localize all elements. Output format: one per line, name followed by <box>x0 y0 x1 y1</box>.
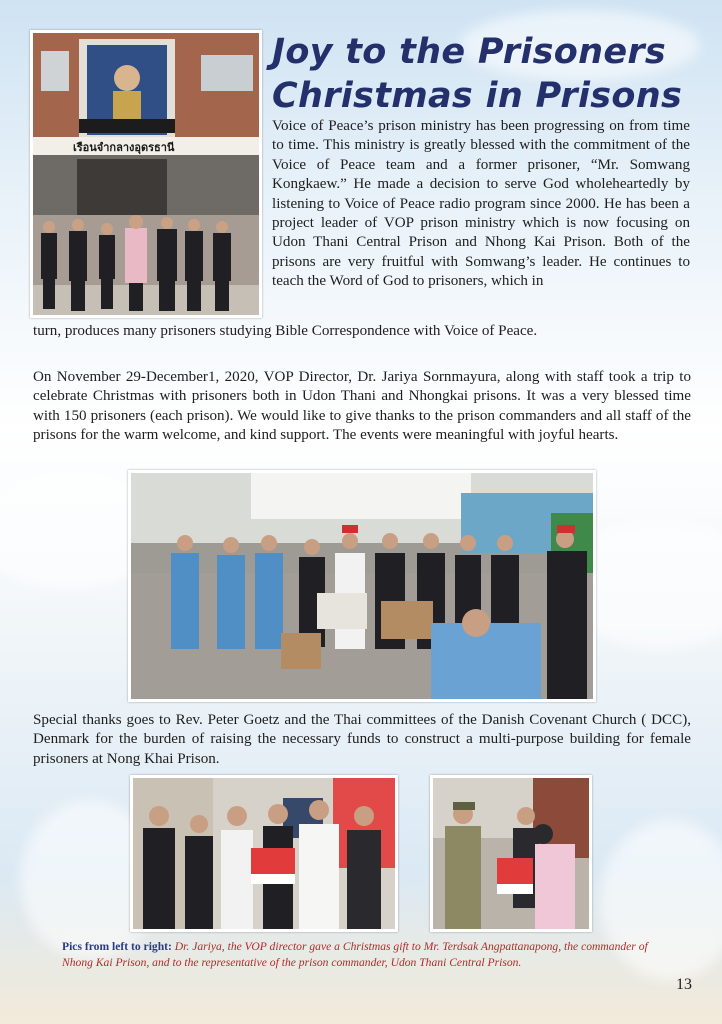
caption-text: Dr. Jariya, the VOP director gave a Christmas gift to Mr. Terdsak Angpattanapong, the commander of Nhong Kai Prison, and to the representative of the prison commander, Udon Thani Central Prison. <box>62 940 648 969</box>
intro-paragraph-tail: turn, produces many prisoners studying Bible Correspondence with Voice of Peace. <box>33 323 538 339</box>
intro-paragraph: Voice of Peace’s prison ministry has been progressing on from time to time. This ministry is greatly blessed with the commitment of the Voice of Peace team and a former prisoner, “Mr. Somwang Kongkaew.” He made a decision to serve God wholeheartedly by listening to Voice of Peace radio program since 2000. He has been a project leader of VOP prison ministry which is now focusing on Udon Thani Central Prison and Nhong Kai Prison. Both of the prisons are very fruitful with Somwang’s leader. He continues to teach the Word of God to prisoners, which in <box>272 118 690 290</box>
prison-entrance-photo <box>30 30 262 318</box>
gift-presentation-photo-right <box>430 775 592 932</box>
title-line-1: Joy to the Prisoners <box>272 32 667 72</box>
christmas-visit-paragraph: On November 29-December1, 2020, VOP Director, Dr. Jariya Sornmayura, along with staff took a trip to celebrate Christmas with prisoners both in Udon Thani and Nhongkai prisons. It was a very blessed time with 150 prisoners (each prison). We would like to give thanks to the prison commanders and all staff of the prisons for the warm welcome, and kind support. The events were meaningful with joyful hearts. <box>33 369 691 444</box>
gift-presentation-photo-left <box>130 775 398 932</box>
thanks-paragraph: Special thanks goes to Rev. Peter Goetz and the Thai committees of the Danish Covenant Church ( DCC), Denmark for the burden of raising the necessary funds to construct a multi-purpose building for female prisoners at Nong Khai Prison. <box>33 712 691 767</box>
gift-presentation-left-illustration <box>133 778 395 929</box>
title-line-2: Christmas in Prisons <box>272 76 683 116</box>
caption-lead: Pics from left to right: <box>62 940 172 953</box>
christmas-event-illustration <box>131 473 593 699</box>
prison-entrance-illustration <box>33 33 259 315</box>
christmas-event-photo <box>128 470 596 702</box>
article-title <box>272 30 712 118</box>
page-number: 13 <box>676 976 692 993</box>
gift-presentation-right-illustration <box>433 778 589 929</box>
photo-caption <box>62 939 674 971</box>
prison-name-banner: เรือนจำกลางอุดรธานี <box>73 141 175 154</box>
